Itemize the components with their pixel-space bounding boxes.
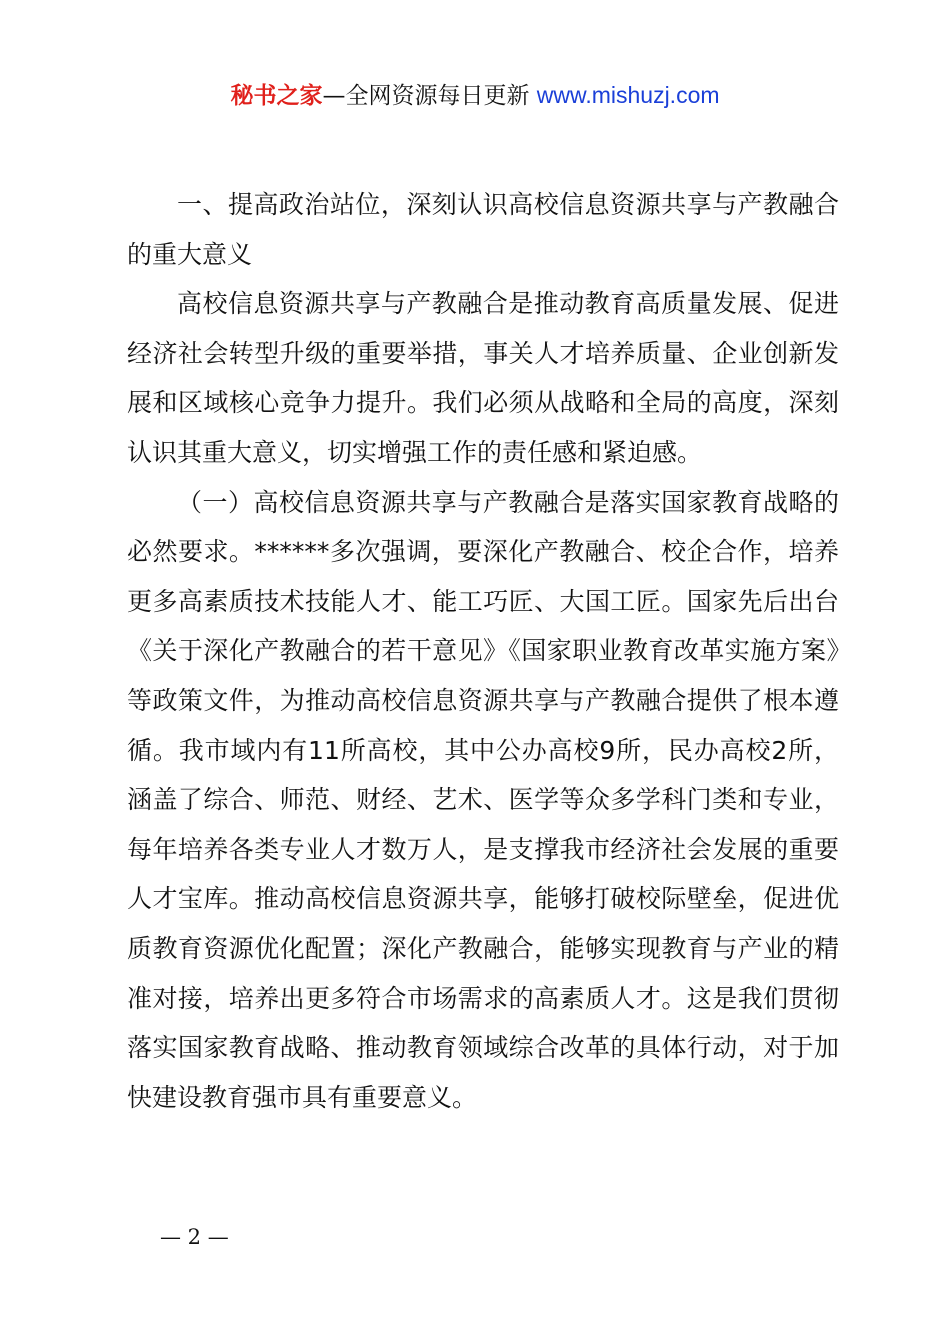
body-paragraph-subsection-1: （一）高校信息资源共享与产教融合是落实国家教育战略的必然要求。******多次强调，要深化产教融合、校企合作，培养更多高素质技术技能人才、能工巧匠、大国工匠。国家先后出台《关于深化产教融合的若干意见》《国家职业教育改革实施方案》等政策文件，为推动高校信息资源共享与产教融合提供了根本遵循。我市域内有11所高校，其中公办高校9所，民办高校2所，涵盖了综合、师范、财经、艺术、医学等众多学科门类和专业，每年培养各类专业人才数万人，是支撑我市经济社会发展的重要人才宝库。推动高校信息资源共享，能够打破校际壁垒，促进优质教育资源优化配置；深化产教融合，能够实现教育与产业的精准对接，培养出更多符合市场需求的高素质人才。这是我们贯彻落实国家教育战略、推动教育领域综合改革的具体行动，对于加快建设教育强市具有重要意义。 [127,487,839,1112]
brand-name: 秘书之家 [230,83,323,109]
document-body [127,180,839,1122]
body-paragraph-intro: 高校信息资源共享与产教融合是推动教育高质量发展、促进经济社会转型升级的重要举措，事关人才培养质量、企业创新发展和区域核心竞争力提升。我们必须从战略和全局的高度，深刻认识其重大意义，切实增强工作的责任感和紧迫感。 [127,289,839,467]
section-heading: 一、提高政治站位，深刻认识高校信息资源共享与产教融合的重大意义 [127,190,839,269]
site-header-banner [0,78,950,113]
page-number: — 2 — [160,1225,229,1249]
header-url-link[interactable]: www.mishuzj.com [536,82,720,108]
header-tagline: —全网资源每日更新 [322,83,537,109]
